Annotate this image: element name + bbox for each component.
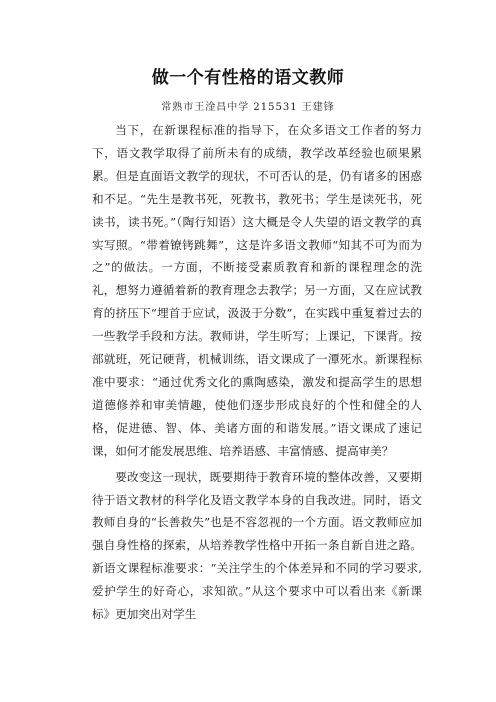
document-title: 做一个有性格的语文教师 (151, 68, 345, 88)
document-body (92, 119, 422, 626)
paragraph-2: 要改变这一现状，既要期待于教育环境的整体改善，又要期待于语文教材的科学化及语文教学本身的自我改进。同时，语文教师自身的“长善救失”也是不容忽视的一个方面。语文教师应加强自身性格的探索，从培养教学性格中开拓一条自新自进之路。新语文课程标准要求：“关注学生的个体差异和不同的学习要求,爱护学生的好奇心，求知欲。”从这个要求中可以看出来《新课标》更加突出对学生 (92, 469, 422, 622)
paragraph-1: 当下，在新课程标准的指导下，在众多语文工作者的努力下，语文教学取得了前所未有的成绩，教学改革经验也硕果累累。但是直面语文教学的现状，不可否认的是，仍有诸多的困惑和不足。“先生是教书死，死教书，教死书；学生是读死书，死读书，读书死。”（陶行知语）这大概是令人失望的语文教学的真实写照。“带着镣铐跳舞”，这是许多语文教师“知其不可为而为之”的做法。一方面，不断接受素质教育和新的课程理念的洗礼，想努力遵循着新的教育理念去教学；另一方面，又在应试教育的挤压下“埋首于应试，汲汲于分数”，在实践中重复着过去的一些教学手段和方法。教师讲，学生听写；上课记，下课背。按部就班，死记硬背，机械训练，语文课成了一潭死水。新课程标准中要求：“通过优秀文化的熏陶感染，激发和提高学生的思想道德修养和审美情趣，使他们逐步形成良好的个性和健全的人格，促进德、智、体、美诸方面的和谐发展。”语文课成了速记课，如何才能发展思维、培养语感、丰富情感、提高审美？ (92, 123, 422, 458)
author-line: 常熟市王淦昌中学 215531 王建锋 (161, 102, 335, 113)
